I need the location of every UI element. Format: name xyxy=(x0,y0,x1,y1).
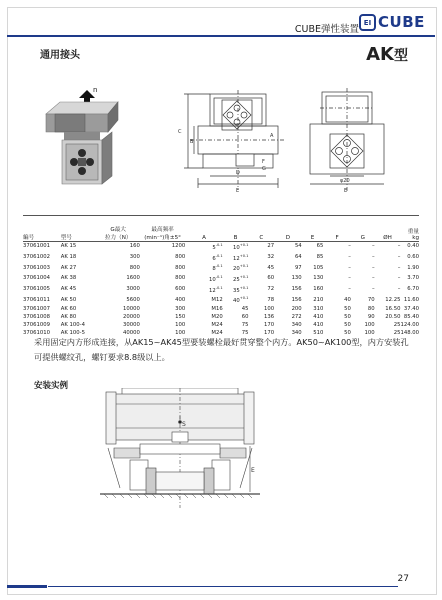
cell-code: 37061002 xyxy=(23,254,50,261)
tolerance: -0.1 xyxy=(215,264,223,269)
cell-code: 37061004 xyxy=(23,275,50,282)
product-suffix: 型 xyxy=(394,48,408,64)
cell-w: 148.00 xyxy=(400,329,419,336)
cell-gg: – xyxy=(371,243,375,250)
cell-g: 20000 xyxy=(123,313,140,320)
cell-d: 340 xyxy=(291,329,302,336)
cell-code: 37061005 xyxy=(23,286,50,293)
tolerance: +0.1 xyxy=(239,285,249,290)
cell-gg: 70 xyxy=(367,296,375,303)
cell-h: 25 xyxy=(393,321,401,328)
table-header-row xyxy=(23,216,419,242)
cell-type: AK 60 xyxy=(60,306,77,313)
cell-gg: 80 xyxy=(367,306,375,313)
cell-b: 75 xyxy=(241,321,249,328)
front-view-drawing xyxy=(170,88,296,200)
header-brand-text: CUBE弹性装置 xyxy=(294,24,359,35)
col-header-weight: 重量 kg xyxy=(400,216,419,242)
cell-h: 20.50 xyxy=(385,313,401,320)
cell-g: 40000 xyxy=(123,329,140,336)
cell-d: 200 xyxy=(291,306,302,313)
cell-f: 50 xyxy=(344,306,351,313)
cell-e: 105 xyxy=(313,264,324,271)
footer-accent xyxy=(7,585,47,588)
cell-code: 37061009 xyxy=(23,321,50,328)
cell-f: – xyxy=(348,275,351,282)
cell-type: AK 15 xyxy=(60,243,77,250)
table-row xyxy=(23,306,419,314)
table-row xyxy=(23,295,419,306)
product-photo xyxy=(38,80,146,190)
header-rule xyxy=(7,35,435,37)
cell-d: 156 xyxy=(291,296,302,303)
cell-a: M24 xyxy=(211,329,223,336)
cell-spd: 150 xyxy=(175,313,186,320)
table-row xyxy=(23,253,419,264)
cell-type: AK 100-5 xyxy=(60,329,85,336)
cell-w: 6.70 xyxy=(407,286,419,293)
cell-e: 310 xyxy=(313,306,324,313)
cell-spd: 400 xyxy=(175,296,186,303)
cell-d: 97 xyxy=(294,264,302,271)
cell-gg: – xyxy=(371,264,375,271)
installation-diagram xyxy=(100,388,260,508)
col-header-h: ØH xyxy=(375,216,401,242)
tolerance: +0.1 xyxy=(239,264,249,269)
cell-h: – xyxy=(397,254,401,261)
cell-b: $35^{+0.1}$ xyxy=(232,285,249,294)
cell-w: 1.90 xyxy=(407,264,419,271)
cell-b: 45 xyxy=(241,306,249,313)
cell-e: 130 xyxy=(313,275,324,282)
cell-gg: – xyxy=(371,275,375,282)
cell-d: 156 xyxy=(291,286,302,293)
cell-code: 37061011 xyxy=(23,296,50,303)
cell-gg: – xyxy=(371,254,375,261)
cell-gg: 90 xyxy=(367,313,375,320)
cell-d: 130 xyxy=(291,275,302,282)
col-header-c: C xyxy=(248,216,274,242)
col-header-b: B xyxy=(223,216,249,242)
cell-d: 340 xyxy=(291,321,302,328)
cell-g: 3000 xyxy=(126,286,140,293)
cell-e: 160 xyxy=(313,286,324,293)
footer-rule xyxy=(48,586,398,587)
logo-mark: EI xyxy=(359,14,376,31)
cell-c: 170 xyxy=(263,329,275,336)
cell-type: AK 38 xyxy=(60,275,77,282)
col-header-f: F xyxy=(323,216,351,242)
cell-gg: – xyxy=(371,286,375,293)
dim-label-f: F xyxy=(262,159,265,165)
dim-label-e: E xyxy=(236,188,240,194)
cell-a: M24 xyxy=(211,321,223,328)
cell-type: AK 18 xyxy=(60,254,77,261)
cell-g: 10000 xyxy=(123,306,140,313)
cell-w: 0.40 xyxy=(407,243,419,250)
page-number: 27 xyxy=(397,574,409,584)
cell-d: 54 xyxy=(294,243,302,250)
dim-label-b: B xyxy=(190,139,194,145)
cell-b: $12^{+0.1}$ xyxy=(232,253,249,262)
cell-spd: 800 xyxy=(175,254,186,261)
cell-c: 45 xyxy=(267,264,275,271)
col-header-e: E xyxy=(302,216,324,242)
cell-g: 300 xyxy=(129,254,140,261)
cell-g: 30000 xyxy=(123,321,140,328)
rotation-label: n xyxy=(93,86,98,94)
cell-e: 65 xyxy=(316,243,324,250)
cell-spd: 1200 xyxy=(171,243,186,250)
install-label-e: E xyxy=(251,467,255,474)
product-title xyxy=(366,44,408,65)
cell-a: $10^{-0.1}$ xyxy=(208,275,223,283)
dim-label-a: A xyxy=(270,133,274,139)
section-title: 通用接头 xyxy=(40,50,80,61)
product-model: AK xyxy=(366,44,394,65)
cell-spd: 800 xyxy=(175,264,186,271)
dim-label-e2: E xyxy=(344,188,348,194)
cell-w: 0.60 xyxy=(407,254,419,261)
tolerance: +0.1 xyxy=(239,243,249,247)
cell-c: 100 xyxy=(263,306,275,313)
cell-f: 50 xyxy=(344,329,351,336)
cell-w: 85.40 xyxy=(403,313,419,320)
tolerance: +0.1 xyxy=(239,253,249,258)
cell-code: 37061007 xyxy=(23,306,50,313)
cell-e: 510 xyxy=(313,329,324,336)
cell-g: 1600 xyxy=(126,275,140,282)
cell-code: 37061010 xyxy=(23,329,50,336)
cell-b: $20^{+0.1}$ xyxy=(232,264,249,273)
installation-note: 采用固定内方形成连接，从AK15~AK45型要装螺栓最好贯穿整个内方。AK50~AK100型，内方安装孔可提供螺纹孔，螺钉要求8.8级以上。 xyxy=(34,337,409,362)
dim-label-g: G xyxy=(262,166,266,172)
cell-type: AK 50 xyxy=(60,296,77,303)
cell-a: $8^{-0.1}$ xyxy=(212,264,223,273)
cell-code: 37061003 xyxy=(23,264,50,271)
cell-w: 3.70 xyxy=(407,275,419,282)
cube-logo xyxy=(359,13,425,35)
col-header-type: 型号 xyxy=(59,216,97,242)
cell-h: – xyxy=(397,243,401,250)
table-row xyxy=(23,263,419,274)
table-row xyxy=(23,314,419,322)
cell-f: 50 xyxy=(344,321,351,328)
cell-type: AK 45 xyxy=(60,286,77,293)
cell-c: 78 xyxy=(267,296,275,303)
cell-f: – xyxy=(348,243,351,250)
cell-a: $6^{-0.1}$ xyxy=(212,253,223,262)
cell-h: 16.50 xyxy=(385,306,401,313)
cell-e: 210 xyxy=(313,296,324,303)
cell-c: 170 xyxy=(263,321,275,328)
cell-spd: 300 xyxy=(175,306,186,313)
dim-label-c: C xyxy=(178,129,182,135)
cell-code: 37061001 xyxy=(23,243,50,250)
cell-e: 410 xyxy=(313,313,324,320)
cell-b: $40^{+0.1}$ xyxy=(232,296,249,305)
cell-g: 800 xyxy=(129,264,140,271)
spec-table xyxy=(23,216,419,338)
col-header-d: D xyxy=(274,216,302,242)
cell-type: AK 100-4 xyxy=(60,321,85,328)
cell-h: 12.25 xyxy=(385,296,401,303)
cell-d: 64 xyxy=(294,254,302,261)
cell-c: 32 xyxy=(267,254,275,261)
table-row xyxy=(23,285,419,296)
cell-c: 60 xyxy=(267,275,275,282)
cell-w: 37.40 xyxy=(403,306,419,313)
cell-c: 27 xyxy=(267,243,275,250)
cell-type: AK 27 xyxy=(60,264,77,271)
dim-label-d: D xyxy=(236,170,240,176)
cell-h: – xyxy=(397,275,401,282)
side-view-drawing xyxy=(300,88,400,200)
tolerance: -0.1 xyxy=(215,253,223,258)
cell-f: – xyxy=(348,254,351,261)
cell-f: – xyxy=(348,286,351,293)
cell-c: 72 xyxy=(267,286,275,293)
cell-spd: 800 xyxy=(175,275,186,282)
col-header-speed: 最高频率 (min⁻¹)角±5° xyxy=(140,216,185,242)
col-header-g: G最大 拉力（N） xyxy=(97,216,140,242)
tolerance: -0.1 xyxy=(215,243,223,247)
cell-spd: 600 xyxy=(175,286,186,293)
cell-a: $5^{-0.1}$ xyxy=(212,243,223,251)
cell-a: M20 xyxy=(211,313,223,320)
table-row xyxy=(23,274,419,285)
cell-code: 37061008 xyxy=(23,313,50,320)
cell-g: 5600 xyxy=(126,296,140,303)
cell-f: 40 xyxy=(344,296,351,303)
cell-h: 25 xyxy=(393,329,401,336)
install-label-s: S xyxy=(182,421,186,428)
logo-word: CUBE xyxy=(378,13,425,31)
cell-type: AK 80 xyxy=(60,313,77,320)
cell-a: $12^{-0.1}$ xyxy=(208,285,223,294)
col-header-code: 編号 xyxy=(23,216,59,242)
table-row xyxy=(23,322,419,330)
cell-f: – xyxy=(348,264,351,271)
dim-label-phi: φ20 xyxy=(340,178,350,184)
cell-w: 11.60 xyxy=(403,296,419,303)
cell-g: 160 xyxy=(129,243,140,250)
tolerance: +0.1 xyxy=(239,296,249,301)
cell-w: 124.00 xyxy=(400,321,419,328)
cell-a: M16 xyxy=(211,306,223,313)
cell-gg: 100 xyxy=(364,329,375,336)
tolerance: +0.1 xyxy=(239,275,249,280)
cell-gg: 100 xyxy=(364,321,375,328)
install-example-title: 安装实例 xyxy=(34,381,69,391)
cell-spd: 100 xyxy=(175,329,186,336)
cell-b: $10^{+0.1}$ xyxy=(232,243,249,251)
cell-c: 136 xyxy=(263,313,275,320)
cell-e: 85 xyxy=(316,254,324,261)
cell-spd: 100 xyxy=(175,321,186,328)
tolerance: -0.1 xyxy=(215,275,223,280)
cell-h: – xyxy=(397,286,401,293)
col-header-g2: G xyxy=(351,216,375,242)
cell-b: 60 xyxy=(241,313,249,320)
col-header-a: A xyxy=(185,216,222,242)
cell-f: 50 xyxy=(344,313,351,320)
cell-h: – xyxy=(397,264,401,271)
cell-a: M12 xyxy=(211,296,223,303)
cell-d: 272 xyxy=(291,313,302,320)
cell-b: $25^{+0.1}$ xyxy=(232,275,249,283)
tolerance: -0.1 xyxy=(215,285,223,290)
cell-b: 75 xyxy=(241,329,249,336)
table-row xyxy=(23,242,419,253)
cell-e: 410 xyxy=(313,321,324,328)
